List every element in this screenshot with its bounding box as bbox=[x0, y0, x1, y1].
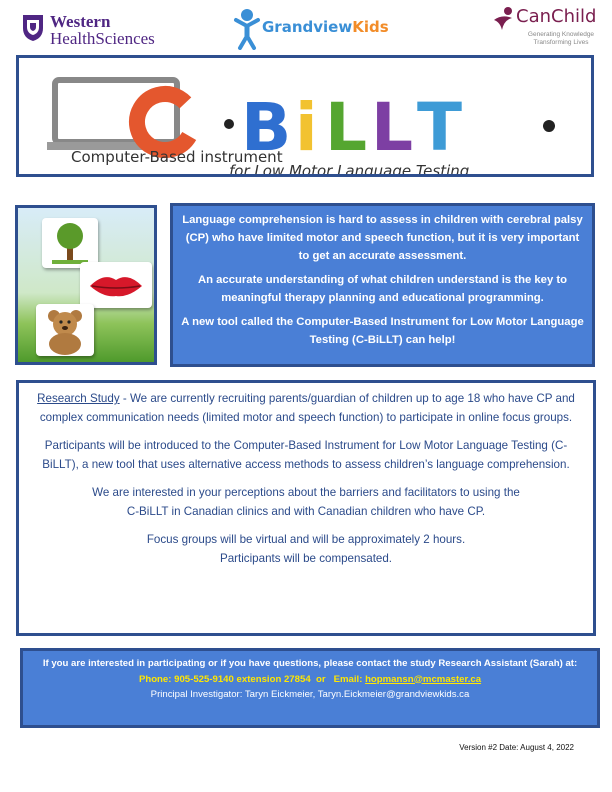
email-label: Email: bbox=[333, 673, 363, 685]
canchild-tagline-2: Transforming Lives bbox=[533, 39, 589, 46]
cbillt-logo bbox=[19, 58, 591, 174]
lips-card bbox=[80, 262, 152, 308]
shield-icon bbox=[22, 14, 44, 42]
intro-paragraph-3: A new tool called the Computer-Based Instrument for Low Motor Language Testing (C-BiLLT) can help! bbox=[181, 316, 584, 346]
child-figure-icon bbox=[232, 6, 262, 50]
contact-phone: Phone: 905-525-9140 extension 27854 bbox=[138, 673, 311, 685]
western-line1: Western bbox=[50, 12, 111, 31]
kids-text: Kids bbox=[352, 18, 389, 36]
lips-icon bbox=[80, 262, 152, 308]
canchild-tagline-1: Generating Knowledge bbox=[527, 31, 595, 38]
tree-card bbox=[42, 218, 98, 268]
research-study-panel bbox=[16, 380, 596, 636]
research-study-heading: Research Study bbox=[37, 392, 120, 405]
teddy-card bbox=[36, 304, 94, 356]
intro-paragraph-1: Language comprehension is hard to assess in children with cerebral palsy (CP) who have limited motor and speech function, but it is very important to get an accurate assessment. bbox=[182, 214, 583, 262]
contact-or: or bbox=[316, 673, 326, 685]
email-link[interactable]: hopmansn@mcmaster.ca bbox=[365, 673, 482, 685]
research-p1-text: - We are currently recruiting parents/guardian of children up to age 18 who have CP and complex communication needs (limited motor and speech function) to participate in online focus groups. bbox=[39, 392, 575, 424]
research-paragraph-1 bbox=[29, 389, 583, 427]
title-subtitle-2: for Low Motor Language Testing bbox=[229, 162, 470, 174]
grandview-kids-logo bbox=[232, 6, 389, 50]
dot-1 bbox=[224, 119, 234, 129]
letter-l1: L bbox=[325, 89, 368, 166]
research-p3-line1: We are interested in your perceptions about the barriers and facilitators to using the bbox=[92, 486, 520, 499]
canchild-name: CanChild bbox=[516, 6, 597, 27]
title-subtitle-1: Computer-Based instrument bbox=[71, 148, 283, 166]
contact-phone-email-line bbox=[31, 672, 589, 688]
contact-intro: If you are interested in participating or if you have questions, please contact the study Research Assistant (Sarah) at: bbox=[42, 658, 578, 669]
dot-2 bbox=[543, 120, 555, 132]
research-paragraph-2: Participants will be introduced to the Computer-Based Instrument for Low Motor Language Testing (C-BiLLT), a new tool that uses alternative access methods to assess children’s language comprehension. bbox=[42, 439, 570, 471]
intro-panel bbox=[170, 203, 595, 367]
research-paragraph-4 bbox=[29, 530, 583, 568]
picture-cards-image bbox=[15, 205, 157, 365]
intro-paragraph-2: An accurate understanding of what children understand is the key to meaningful therapy planning and educational programming. bbox=[197, 274, 568, 304]
letter-l2: L bbox=[371, 89, 414, 166]
canchild-figure-icon bbox=[492, 6, 516, 32]
canchild-tagline bbox=[518, 31, 604, 47]
teddy-bear-icon bbox=[36, 304, 94, 356]
research-p4-line1: Focus groups will be virtual and will be approximately 2 hours. bbox=[146, 533, 466, 546]
tree-icon bbox=[42, 218, 98, 268]
research-p3-line2: C-BiLLT in Canadian clinics and with Canadian children who have CP. bbox=[126, 505, 486, 518]
research-p4-line2: Participants will be compensated. bbox=[219, 552, 393, 565]
version-date: Version #2 Date: August 4, 2022 bbox=[459, 743, 574, 752]
letter-i: i bbox=[295, 89, 318, 166]
letter-t: T bbox=[417, 89, 463, 166]
western-health-sciences-logo bbox=[22, 12, 182, 50]
contact-panel bbox=[20, 648, 600, 728]
cbillt-title-banner bbox=[16, 55, 594, 177]
grandview-text: Grandview bbox=[262, 18, 353, 36]
western-line2: HealthSciences bbox=[50, 29, 155, 48]
research-paragraph-3 bbox=[29, 483, 583, 521]
principal-investigator: Principal Investigator: Taryn Eickmeier, Taryn.Eickmeier@grandviewkids.ca bbox=[150, 689, 470, 700]
letter-b: B bbox=[241, 89, 292, 166]
canchild-logo bbox=[492, 4, 604, 52]
